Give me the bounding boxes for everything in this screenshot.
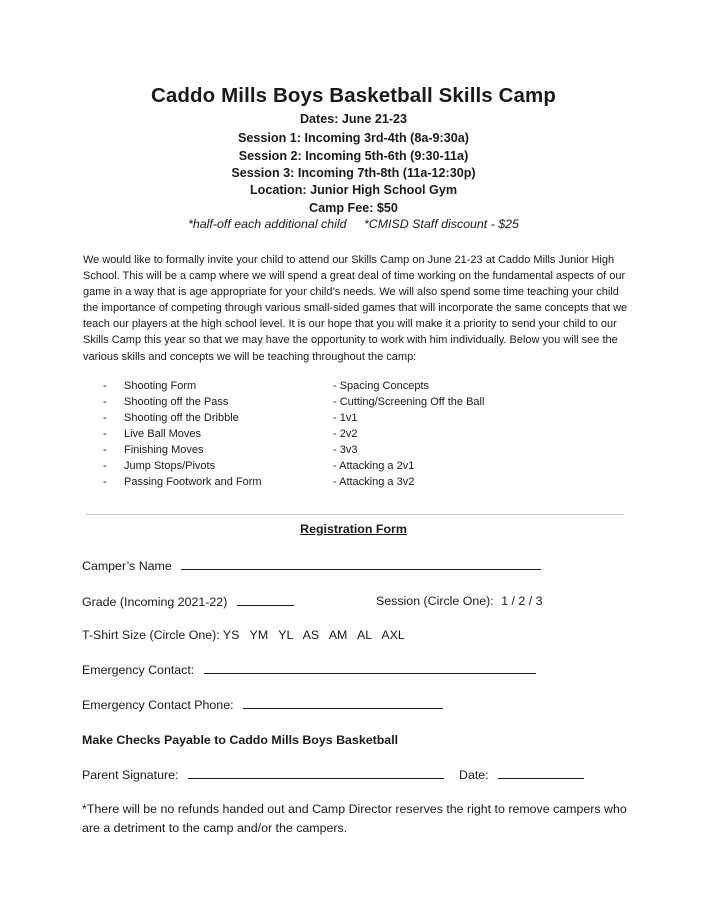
skill-label: Finishing Moves <box>124 444 204 456</box>
skill-item <box>103 378 262 394</box>
skill-label: Live Ball Moves <box>124 428 202 440</box>
camper-name-row <box>82 558 541 573</box>
emergency-contact-label: Emergency Contact: <box>82 663 195 677</box>
bullet-dash: - <box>103 444 107 456</box>
dates-line: Dates: June 21-23 <box>299 112 408 126</box>
refund-disclaimer: *There will be no refunds handed out and Camp Director reserves the right to remove campers who are a detriment to the camp and/or the campers. <box>82 802 627 835</box>
skill-label: Passing Footwork and Form <box>124 476 262 488</box>
section-divider <box>86 514 624 515</box>
tshirt-options[interactable]: YS YM YL AS AM AL AXL <box>222 628 405 642</box>
date-field[interactable] <box>498 767 584 779</box>
concept-item: - 3v3 <box>333 444 358 456</box>
concept-item: - 1v1 <box>333 412 358 424</box>
grade-row <box>82 594 294 609</box>
parent-signature-label: Parent Signature: <box>82 768 179 782</box>
emergency-phone-row <box>82 697 443 712</box>
tshirt-row <box>82 628 405 642</box>
concept-item: - Attacking a 3v2 <box>333 476 415 488</box>
camper-name-field[interactable] <box>181 558 541 570</box>
bullet-dash: - <box>103 460 107 472</box>
concept-item: - 2v2 <box>333 428 358 440</box>
bullet-dash: - <box>103 476 107 488</box>
camper-name-label: Camper’s Name <box>82 559 172 573</box>
bullet-dash: - <box>103 412 107 424</box>
skill-item <box>103 442 262 458</box>
parent-signature-field[interactable] <box>188 767 444 779</box>
date-row <box>459 767 584 782</box>
concept-item: - Spacing Concepts <box>333 380 429 392</box>
skill-item <box>103 458 262 474</box>
emergency-contact-row <box>82 662 536 677</box>
session-3-line: Session 3: Incoming 7th-8th (11a-12:30p) <box>231 166 476 180</box>
skill-label: Shooting Form <box>124 380 197 392</box>
bullet-dash: - <box>103 428 107 440</box>
skill-label: Jump Stops/Pivots <box>124 460 216 472</box>
checks-payable-note: Make Checks Payable to Caddo Mills Boys Basketball <box>82 733 399 747</box>
skill-label: Shooting off the Pass <box>124 396 229 408</box>
skill-label: Shooting off the Dribble <box>124 412 239 424</box>
bullet-dash: - <box>103 396 107 408</box>
concept-item: - Attacking a 2v1 <box>333 460 415 472</box>
staff-discount: *CMISD Staff discount - $25 <box>363 217 519 231</box>
additional-child-discount: *half-off each additional child <box>188 217 347 231</box>
skill-item <box>103 394 262 410</box>
emergency-phone-label: Emergency Contact Phone: <box>82 698 234 712</box>
skill-item <box>103 474 262 490</box>
bullet-dash: - <box>103 380 107 392</box>
discount-notes <box>0 217 707 231</box>
session-1-line: Session 1: Incoming 3rd-4th (8a-9:30a) <box>238 131 469 145</box>
concept-item: - Cutting/Screening Off the Ball <box>333 396 485 408</box>
session-2-line: Session 2: Incoming 5th-6th (9:30-11a) <box>238 149 469 163</box>
emergency-phone-field[interactable] <box>243 697 443 709</box>
session-row <box>376 594 543 608</box>
tshirt-label: T-Shirt Size (Circle One): <box>82 628 220 642</box>
intro-paragraph: We would like to formally invite your child to attend our Skills Camp on June 21-23 at Caddo Mills Junior High School. This will be a camp where we will spend a great deal of time working on the fundamental aspects of our game in a way that is age appropriate for your child’s needs. We will also spend some time teaching your child the importance of competing through various small-sided games that will incorporate the same concepts that we teach our players at the high school level. It is our hope that you will make it a priority to send your child to our Skills Camp this year so that we may have the opportunity to work with him individually. Below you will see the various skills and concepts we will be teaching throughout the camp: <box>83 254 628 363</box>
session-options[interactable]: 1 / 2 / 3 <box>501 594 543 608</box>
registration-form-title: Registration Form <box>300 522 407 536</box>
camp-fee-line: Camp Fee: $50 <box>309 201 398 215</box>
session-label: Session (Circle One): <box>376 594 494 608</box>
grade-label: Grade (Incoming 2021-22) <box>82 595 228 609</box>
emergency-contact-field[interactable] <box>204 662 536 674</box>
date-label: Date: <box>459 768 489 782</box>
skills-list-right <box>333 378 484 490</box>
skill-item <box>103 426 262 442</box>
parent-signature-row <box>82 767 444 782</box>
grade-field[interactable] <box>237 594 294 606</box>
camp-title: Caddo Mills Boys Basketball Skills Camp <box>151 84 556 107</box>
location-line: Location: Junior High School Gym <box>249 183 458 197</box>
skill-item <box>103 410 262 426</box>
skills-list-left <box>103 378 262 490</box>
